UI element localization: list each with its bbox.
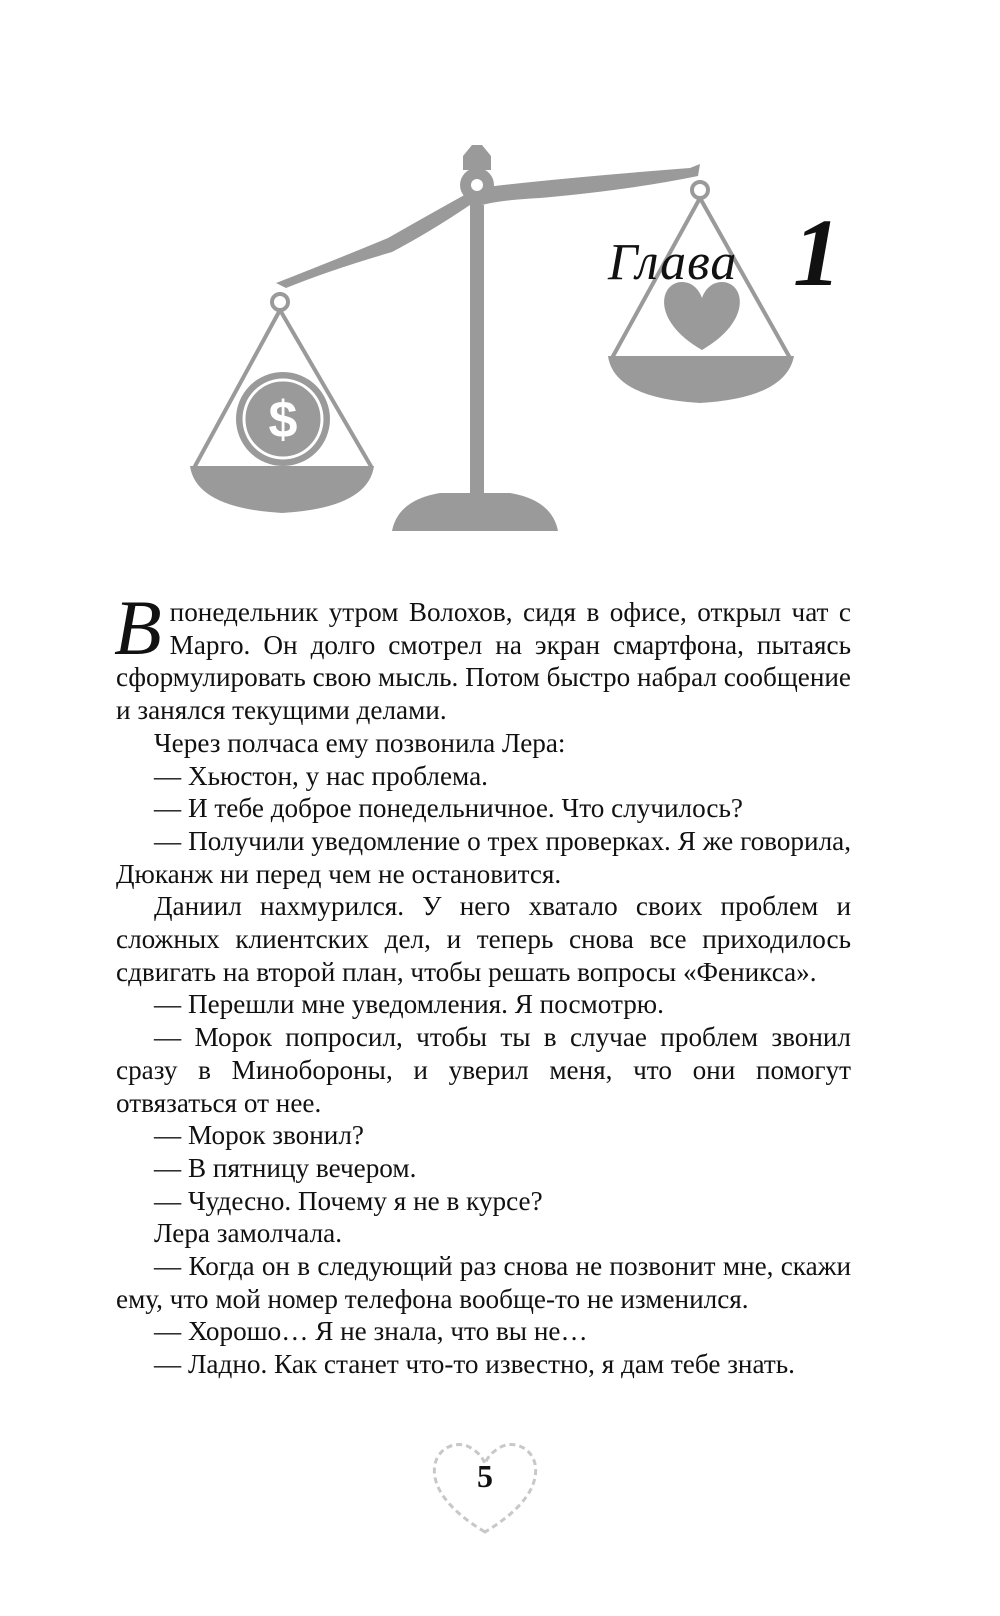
paragraph: — Хорошо… Я не знала, что вы не… (154, 1316, 588, 1347)
scales-base (392, 493, 558, 531)
paragraph: — Перешли мне уведомления. Я посмотрю. (154, 989, 664, 1020)
scales-cap (463, 145, 491, 170)
coin-icon (236, 372, 330, 466)
paragraph: Лера замолчала. (154, 1218, 343, 1249)
paragraph: В понедельник утром Волохов, сидя в офисе, открыл чат с Марго. Он долго смотрел на экран смартфона, пытаясь сформулировать свою мысль. Потом быстро набрал сообщение и занялся текущими делами. (114, 584, 851, 726)
drop-cap: В (114, 584, 162, 671)
paragraph: — Морок попросил, чтобы ты в случае проблем звонил сразу в Минобороны, и уверил меня, что они помогут отвязаться от нее. (116, 1022, 851, 1118)
paragraph: — И тебе доброе понедельничное. Что случилось? (154, 793, 743, 824)
chapter-number: 1 (793, 199, 841, 306)
paragraph: — Чудесно. Почему я не в курсе? (154, 1185, 543, 1216)
dollar-symbol: $ (268, 391, 298, 449)
paragraph: — В пятницу вечером. (154, 1152, 417, 1183)
scales-pillar (470, 205, 484, 497)
body-text (114, 584, 851, 1381)
chapter-heading (608, 199, 868, 306)
paragraph: Даниил нахмурился. У него хватало своих проблем и сложных клиентских дел, и теперь снова все приходилось сдвигать на второй план, чтобы решать вопросы «Феникса». (116, 891, 851, 987)
chapter-word: Глава (608, 234, 738, 291)
paragraph: — Ладно. Как станет что-то известно, я дам тебе знать. (154, 1349, 795, 1380)
page-folio (425, 1428, 545, 1548)
paragraph: — Получили уведомление о трех проверках. Я же говорила, Дюканж ни перед чем не остановится. (116, 825, 851, 889)
paragraph: Через полчаса ему позвонила Лера: (154, 727, 566, 758)
paragraph: — Морок звонил? (154, 1120, 364, 1151)
page-number: 5 (477, 1458, 493, 1494)
paragraph: — Когда он в следующий раз снова не позвонит мне, скажи ему, что мой номер телефона вообще-то не изменился. (116, 1251, 851, 1314)
paragraph: — Хьюстон, у нас проблема. (154, 760, 488, 791)
